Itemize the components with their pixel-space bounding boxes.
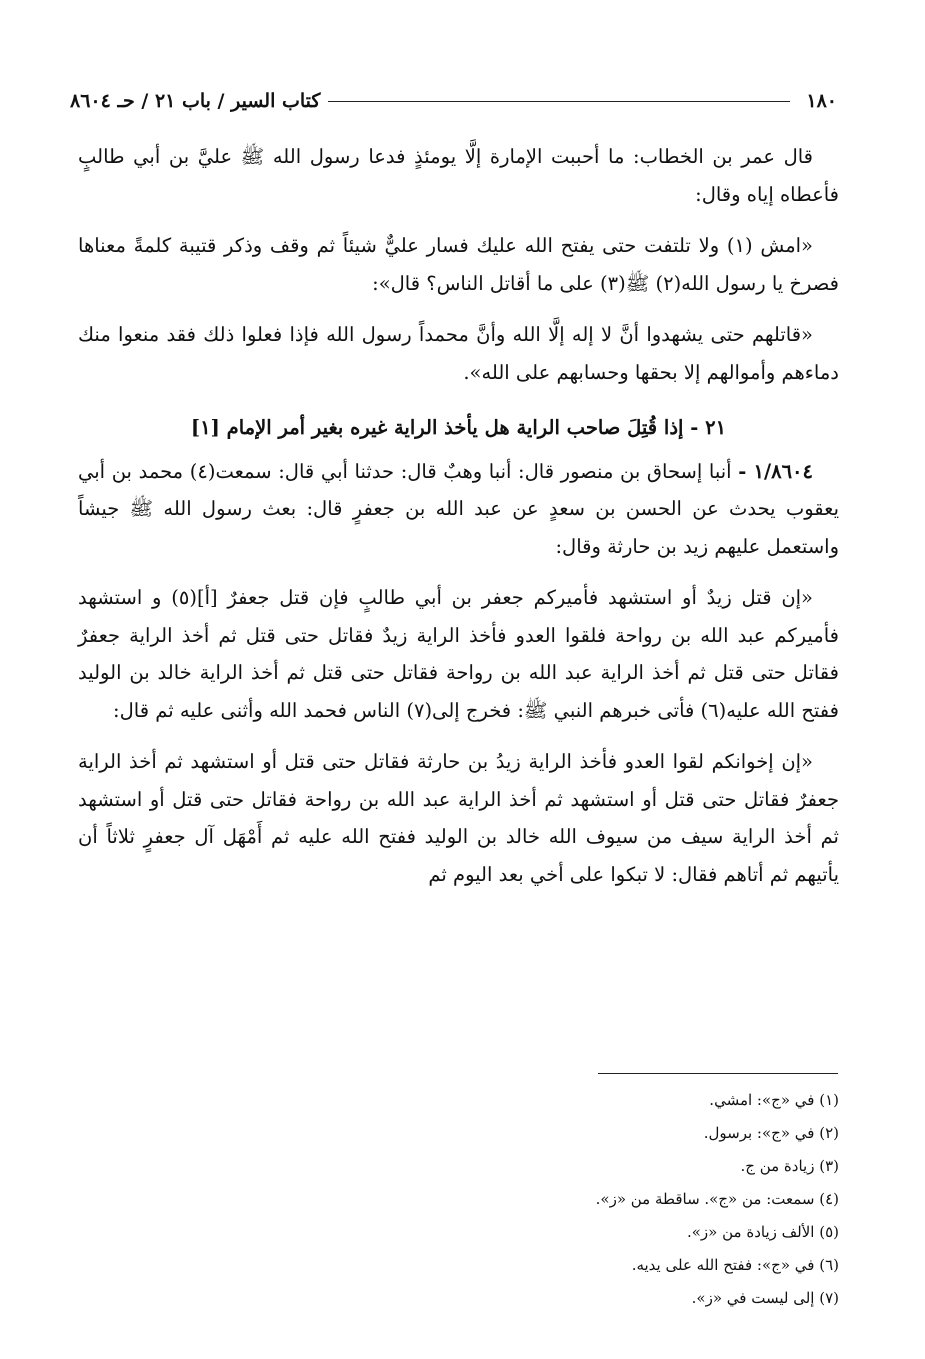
page-number: ١٨٠ (806, 90, 837, 112)
footnote: (٢) في «ج»: برسول. (703, 1124, 839, 1142)
footnote: (٦) في «ج»: ففتح الله على يديه. (631, 1256, 839, 1274)
page-body (78, 138, 839, 893)
page-header (70, 84, 837, 118)
hadith-isnad: أنبا إسحاق بن منصور قال: أنبا وهبٌ قال: حدثنا أبي قال: سمعت(٤) محمد بن أبي يعقوب يحدث عن الحسن بن سعدٍ عن عبد الله بن جعفرٍ قال: بعث رسول الله ﷺ جيشاً واستعمل عليهم زيد بن حارثة وقال: (78, 459, 839, 558)
hadith-paragraph-3: «إن إخوانكم لقوا العدو فأخذ الراية زيدُ بن حارثة فقاتل حتى قتل أو استشهد ثم أخذ الراية جعفرٌ فقاتل حتى قتل أو استشهد ثم أخذ الراية عبد الله بن رواحة فقاتل حتى قتل أو استشهد ثم أخذ الراية سيف من سيوف الله خالد بن الوليد ففتح الله عليه ثم أَمْهَل آل جعفرٍ ثلاثاً أن يأتيهم ثم أتاهم فقال: لا تبكوا على أخي بعد اليوم ثم (78, 750, 839, 886)
section-heading: ٢١ - إذا قُتِلَ صاحب الراية هل يأخذ الراية غيره بغير أمر الإمام [١] (190, 416, 727, 439)
footnote: (٧) إلى ليست في «ز». (691, 1289, 839, 1307)
footnote: (١) في «ج»: امشي. (709, 1091, 839, 1109)
paragraph-3: «قاتلهم حتى يشهدوا أنَّ لا إله إلَّا الله وأنَّ محمداً رسول الله فإذا فعلوا ذلك فقد منعوا منك دماءهم وأموالهم إلا بحقها وحسابهم على الله». (78, 323, 839, 384)
paragraph-1: قال عمر بن الخطاب: ما أحببت الإمارة إلَّا يومئذٍ فدعا رسول الله ﷺ عليَّ بن أبي طالبٍ فأعطاه إياه وقال: (78, 145, 839, 206)
running-title: كتاب السير / باب ٢١ / حـ ٨٦٠٤ (70, 90, 321, 112)
hadith-number: ١/٨٦٠٤ - (738, 459, 813, 483)
hadith-paragraph-1 (78, 453, 839, 566)
footnote-rule (598, 1073, 838, 1074)
paragraph-2: «امش (١) ولا تلتفت حتى يفتح الله عليك فسار عليٌّ شيئاً ثم وقف وذكر قتيبة كلمةً معناها فصرخ يا رسول الله(٢) ﷺ(٣) على ما أقاتل الناس؟ قال»: (78, 234, 839, 295)
footnotes (596, 1084, 839, 1315)
footnote: (٥) الألف زيادة من «ز». (686, 1223, 839, 1241)
footnote: (٤) سمعت: من «ج». ساقطة من «ز». (595, 1190, 839, 1208)
hadith-paragraph-2: «إن قتل زيدٌ أو استشهد فأميركم جعفر بن أبي طالبٍ فإن قتل جعفرٌ [أ](٥) و استشهد فأميركم عبد الله بن رواحة فلقوا العدو فأخذ الراية زيدٌ فقاتل حتى قتل ثم أخذ الراية جعفرٌ فقاتل حتى قتل ثم أخذ الراية عبد الله بن رواحة فقاتل حتى قتل ثم أخذ الراية خالد بن الوليد ففتح الله عليه(٦) فأتى خبرهم النبي ﷺ: فخرج إلى(٧) الناس فحمد الله وأثنى عليه ثم قال: (78, 586, 839, 722)
header-rule (328, 101, 790, 102)
footnote: (٣) زيادة من ج. (740, 1157, 839, 1175)
